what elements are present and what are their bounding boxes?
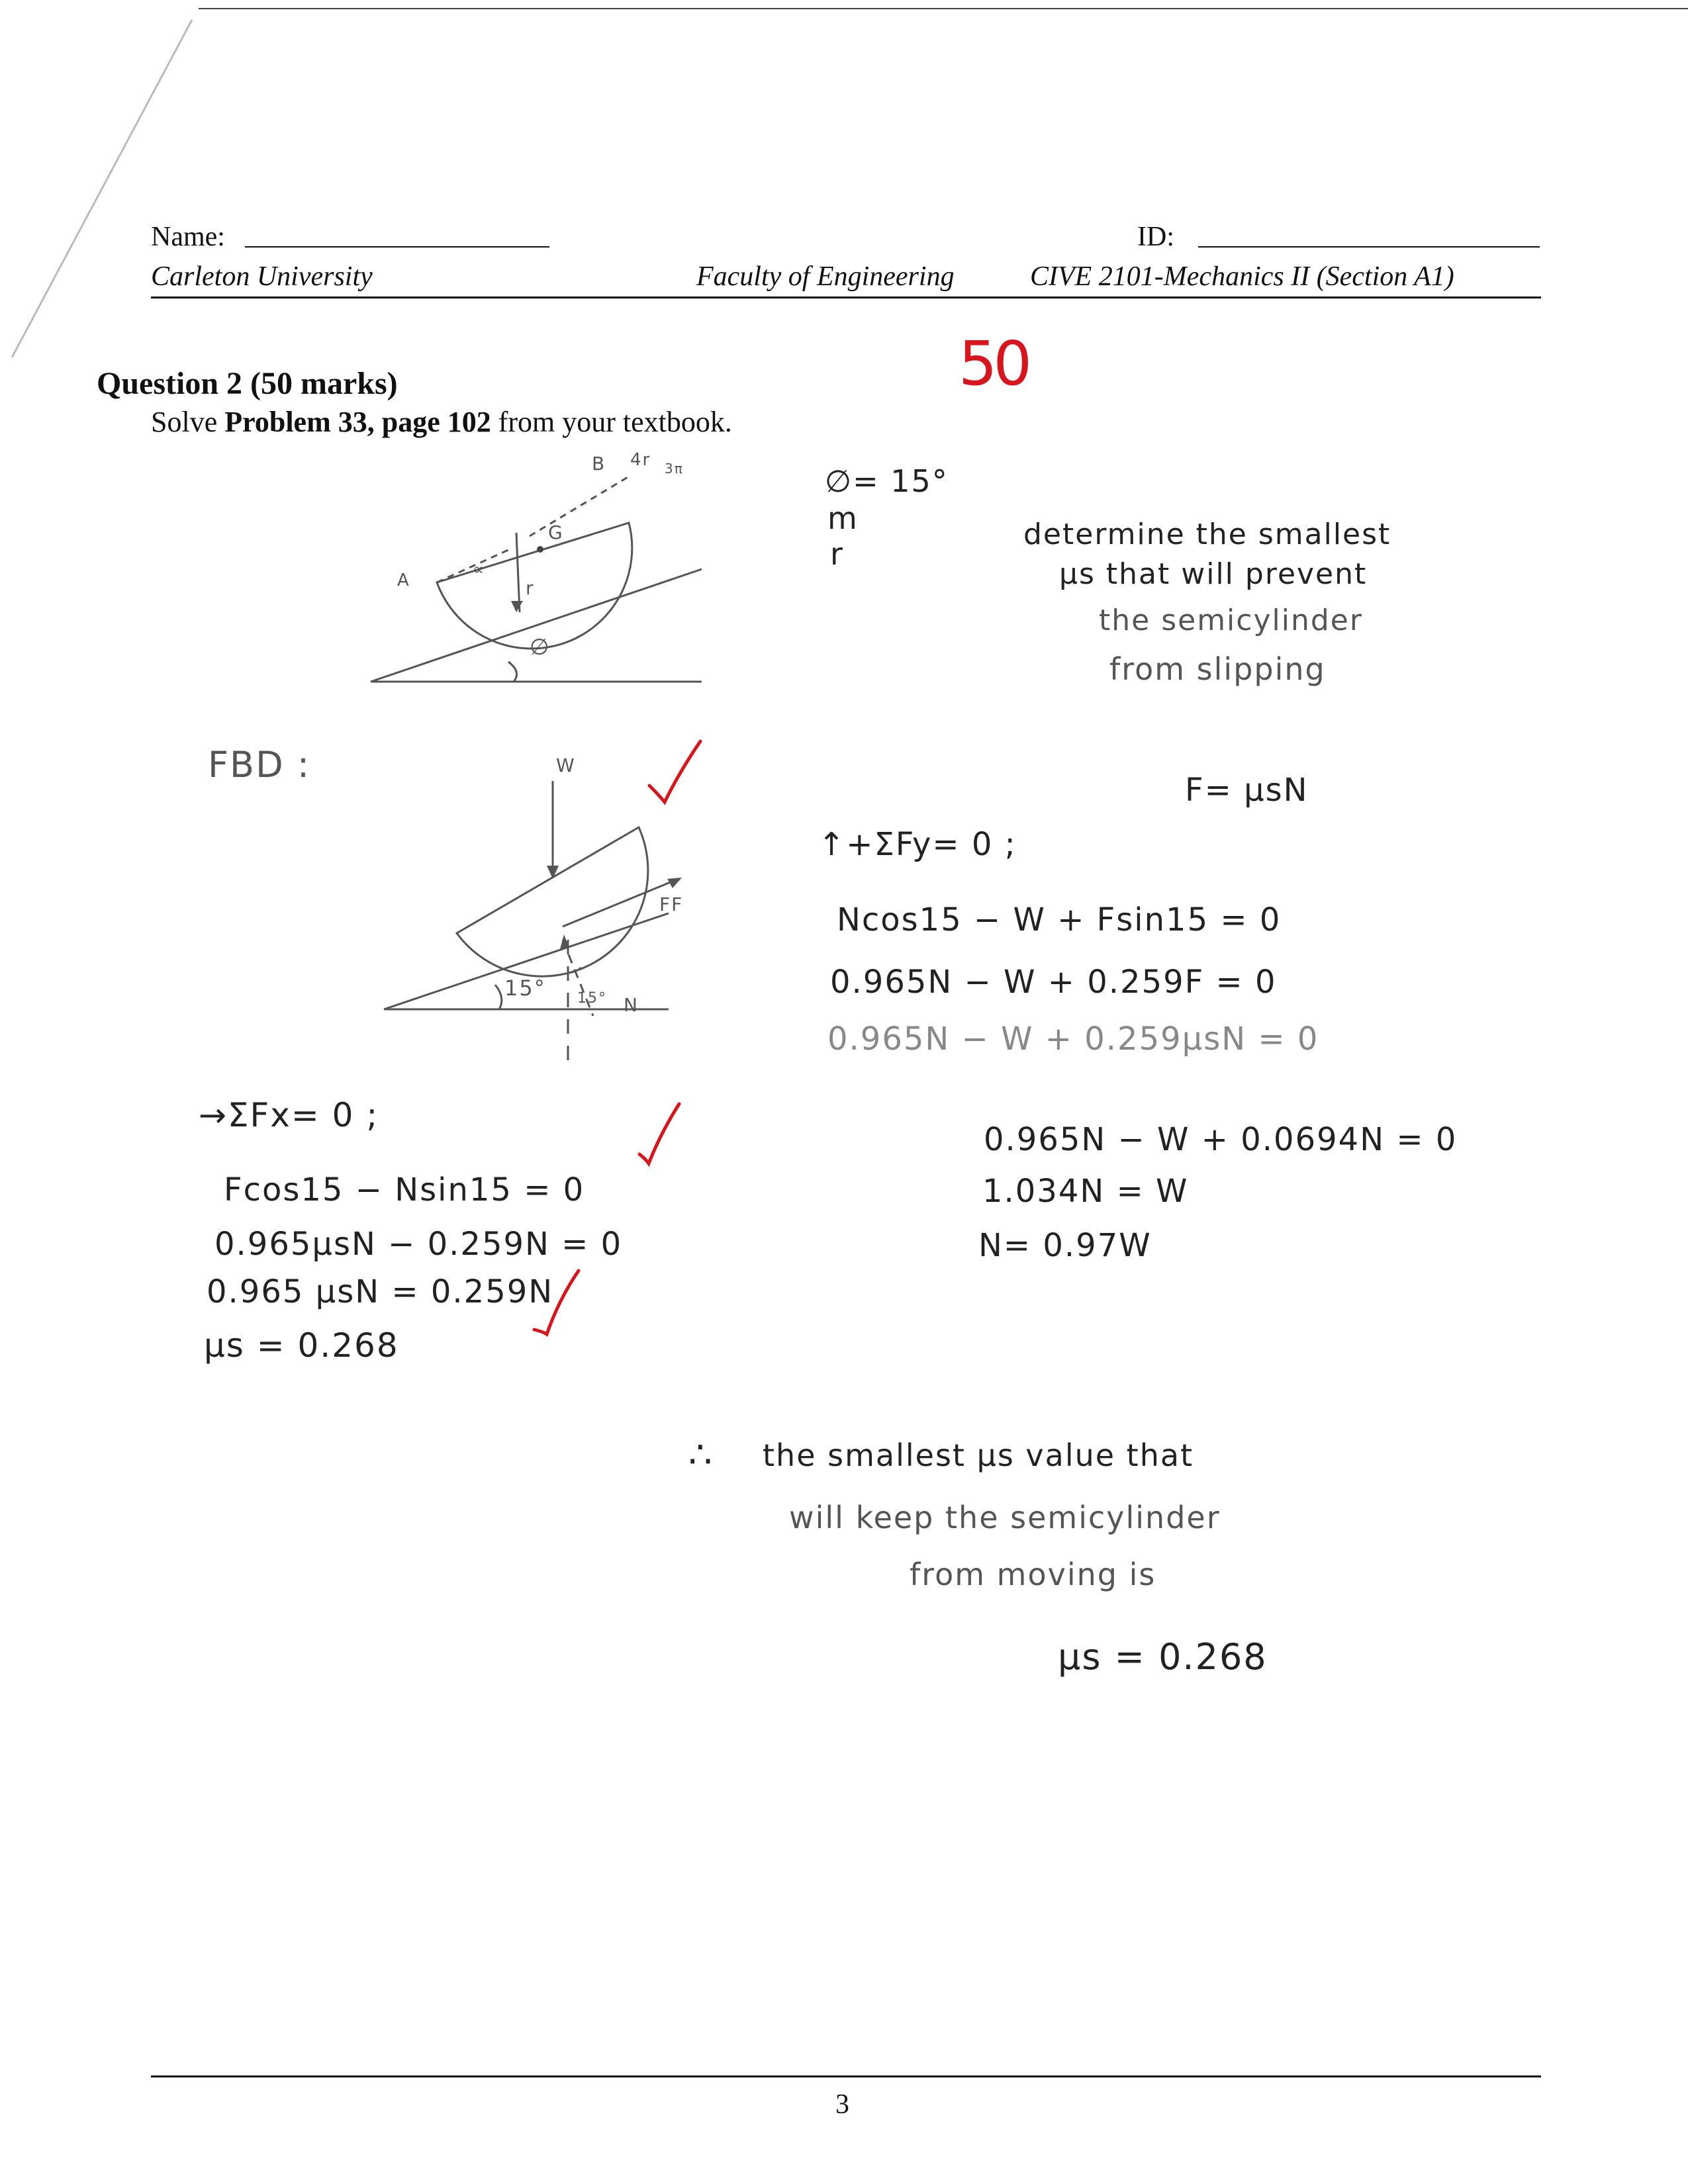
instruction-suffix: from your textbook.	[498, 406, 732, 438]
label-r: r	[526, 577, 535, 599]
sum-fx-line-1: Fcos15 − Nsin15 = 0	[224, 1171, 585, 1208]
given-angle: ∅= 15°	[825, 463, 949, 499]
question-instruction	[151, 405, 732, 439]
label-a: A	[397, 570, 410, 590]
fbd-angle-incline: 15°	[504, 976, 546, 1001]
id-field-line	[1198, 246, 1540, 248]
sum-fx-line-3: 0.965 μsN = 0.259N	[207, 1273, 554, 1310]
fbd-label: FBD :	[208, 744, 311, 786]
conclusion-line-1: the smallest μs value that	[763, 1437, 1194, 1473]
final-answer: μs = 0.268	[1058, 1636, 1268, 1678]
name-field-line	[245, 246, 549, 248]
sum-fx-header: →ΣFx= 0 ;	[199, 1096, 379, 1134]
conclusion-line-3: from moving is	[910, 1557, 1156, 1592]
header-rule	[151, 296, 1541, 298]
task-note-line-2: μs that will prevent	[1059, 557, 1368, 591]
given-radius: r	[830, 536, 844, 572]
sum-fy-line-3: 0.965N − W + 0.259μsN = 0	[827, 1021, 1319, 1058]
grade-mark: 50	[959, 328, 1029, 399]
footer-rule	[151, 2075, 1541, 2077]
label-h-den: 3π	[665, 461, 684, 477]
name-label: Name:	[151, 222, 225, 252]
fbd-label-w: W	[556, 754, 576, 776]
question-title: Question 2 (50 marks)	[97, 366, 398, 401]
task-note-line-1: determine the smallest	[1023, 518, 1391, 551]
conclusion-line-2: will keep the semicylinder	[789, 1500, 1221, 1535]
sum-fx-line-2: 0.965μsN − 0.259N = 0	[214, 1226, 623, 1263]
fbd-angle-normal: 15°	[577, 990, 607, 1007]
university-name: Carleton University	[151, 261, 373, 292]
therefore-symbol: ∴	[688, 1433, 714, 1477]
scan-fold-line	[0, 0, 199, 371]
sum-fy-header: ↑+ΣFy= 0 ;	[818, 826, 1017, 863]
task-note-line-3: the semicylinder	[1099, 604, 1363, 637]
check-mark-icon	[646, 736, 706, 809]
problem-reference: Problem 33, page 102	[224, 406, 491, 438]
label-h: 4r	[630, 450, 651, 470]
id-label: ID:	[1137, 222, 1174, 252]
label-b: B	[592, 453, 606, 475]
sum-fy-line-4: 0.965N − W + 0.0694N = 0	[984, 1121, 1458, 1158]
instruction-prefix: Solve	[151, 406, 218, 438]
fbd-label-n: N	[624, 994, 639, 1016]
label-phi: ∅	[530, 634, 551, 660]
given-mass: m	[827, 500, 859, 536]
check-mark-icon	[637, 1100, 683, 1166]
task-note-line-4: from slipping	[1109, 651, 1326, 687]
sum-fx-result: μs = 0.268	[204, 1326, 399, 1365]
page-number: 3	[835, 2089, 849, 2120]
faculty-name: Faculty of Engineering	[696, 261, 955, 292]
sum-fy-line-2: 0.965N − W + 0.259F = 0	[830, 964, 1277, 1001]
label-g: G	[548, 522, 564, 543]
scan-edge-line	[199, 8, 1688, 9]
fbd-label-ff: FF	[659, 893, 684, 915]
course-name: CIVE 2101-Mechanics II (Section A1)	[1030, 261, 1454, 292]
semicylinder-diagram	[357, 450, 728, 702]
sum-fy-line-5: 1.034N = W	[982, 1173, 1189, 1210]
sum-fy-line-6: N= 0.97W	[978, 1227, 1152, 1264]
friction-equation: F= μsN	[1185, 772, 1309, 809]
label-alpha: ∝	[473, 560, 486, 578]
sum-fy-line-1: Ncos15 − W + Fsin15 = 0	[837, 901, 1282, 938]
